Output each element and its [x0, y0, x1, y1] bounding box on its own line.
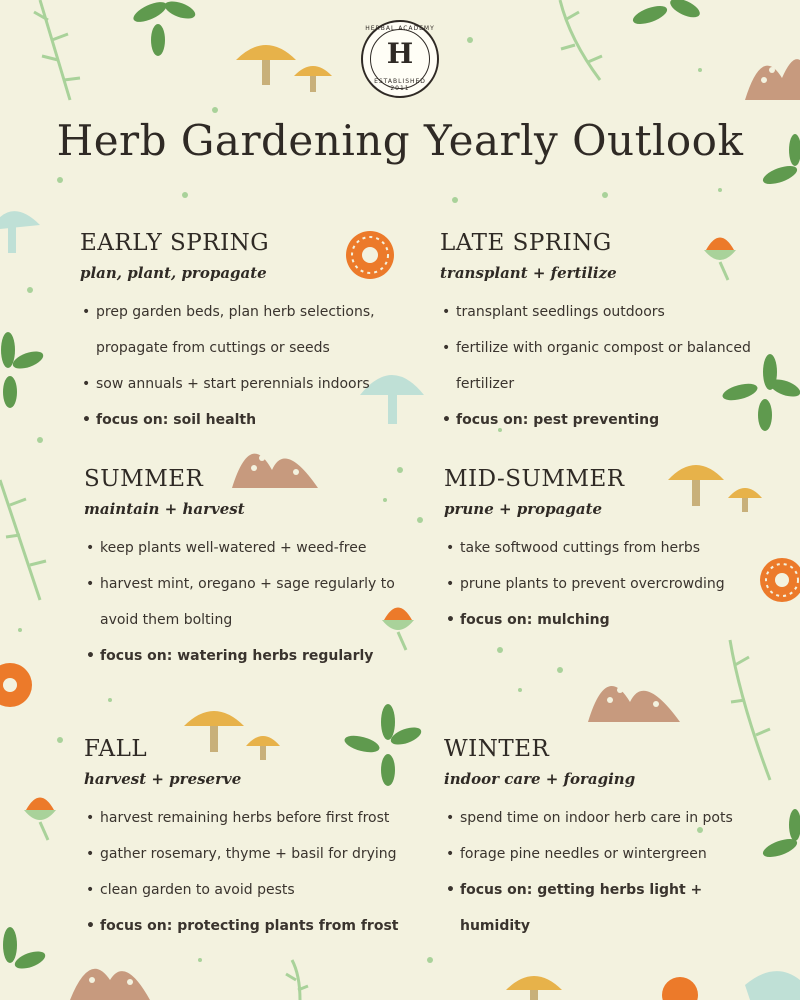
- task-list: [440, 294, 770, 438]
- season-fall: [84, 734, 414, 944]
- calendula-flower-icon: [0, 663, 32, 707]
- task-list: [444, 530, 774, 638]
- leaf-cluster-icon: [131, 0, 198, 56]
- herb-sprig-icon: [0, 480, 46, 600]
- mint-mushroom-icon: [0, 211, 40, 253]
- season-subtitle: plan, plant, propagate: [80, 264, 267, 282]
- task-list: [444, 800, 774, 944]
- logo-ring-top-text: HERBAL ACADEMY: [365, 25, 435, 32]
- leaf-cluster-icon: [631, 0, 703, 28]
- season-name: EARLY SPRING: [80, 230, 270, 256]
- focus-item: • focus on: protecting plants from frost: [84, 908, 414, 944]
- focus-item: • focus on: pest preventing: [440, 402, 770, 438]
- mushroom-icon: [506, 976, 562, 1000]
- season-subtitle: transplant + fertilize: [440, 264, 617, 282]
- season-subtitle: prune + propagate: [444, 500, 603, 518]
- task-list: [80, 294, 410, 438]
- season-name: FALL: [84, 736, 148, 762]
- task-item: • forage pine needles or wintergreen: [444, 836, 774, 872]
- season-subtitle: maintain + harvest: [84, 500, 245, 518]
- season-late-spring: [440, 228, 770, 438]
- task-item: • gather rosemary, thyme + basil for drying: [84, 836, 414, 872]
- task-item: • fertilize with organic compost or balanced fertilizer: [440, 330, 770, 402]
- logo-ring-bottom-text: ESTABLISHED 2011: [374, 78, 426, 92]
- season-summer: [84, 464, 414, 674]
- task-item: • harvest mint, oregano + sage regularly to avoid them bolting: [84, 566, 414, 638]
- mushroom-icon: [236, 45, 332, 92]
- season-name: LATE SPRING: [440, 230, 612, 256]
- brown-mushroom-cluster-icon: [588, 686, 680, 722]
- brown-mushroom-cluster-icon: [745, 59, 800, 100]
- focus-item: • focus on: mulching: [444, 602, 774, 638]
- season-name: MID-SUMMER: [444, 466, 625, 492]
- task-item: • prune plants to prevent overcrowding: [444, 566, 774, 602]
- calendula-flower-icon: [662, 977, 698, 1000]
- focus-item: • focus on: soil health: [80, 402, 410, 438]
- focus-item: • focus on: watering herbs regularly: [84, 638, 414, 674]
- flower-bud-icon: [24, 798, 56, 841]
- task-item: • harvest remaining herbs before first frost: [84, 800, 414, 836]
- leaf-cluster-icon: [1, 332, 45, 408]
- task-item: • prep garden beds, plan herb selections, propagate from cuttings or seeds: [80, 294, 410, 366]
- season-winter: [444, 734, 774, 944]
- season-name: WINTER: [444, 736, 550, 762]
- season-early-spring: [80, 228, 410, 438]
- herb-sprig-icon: [560, 0, 602, 80]
- task-item: • spend time on indoor herb care in pots: [444, 800, 774, 836]
- herbal-academy-logo: [361, 20, 439, 98]
- task-item: • transplant seedlings outdoors: [440, 294, 770, 330]
- season-name: SUMMER: [84, 466, 204, 492]
- leaf-cluster-icon: [3, 927, 47, 972]
- task-list: [84, 530, 414, 674]
- task-item: • take softwood cuttings from herbs: [444, 530, 774, 566]
- season-subtitle: harvest + preserve: [84, 770, 242, 788]
- season-subtitle: indoor care + foraging: [444, 770, 636, 788]
- task-item: • keep plants well-watered + weed-free: [84, 530, 414, 566]
- season-mid-summer: [444, 464, 774, 638]
- brown-mushroom-cluster-icon: [70, 969, 150, 1000]
- task-item: • clean garden to avoid pests: [84, 872, 414, 908]
- focus-item: • focus on: getting herbs light + humidity: [444, 872, 774, 944]
- herb-sprig-icon: [34, 0, 80, 100]
- task-list: [84, 800, 414, 944]
- mint-mushroom-icon: [745, 971, 800, 1000]
- logo-letter: H: [386, 37, 414, 70]
- task-item: • sow annuals + start perennials indoors: [80, 366, 410, 402]
- page-title: Herb Gardening Yearly Outlook: [56, 116, 744, 165]
- herb-sprig-icon: [286, 960, 308, 1000]
